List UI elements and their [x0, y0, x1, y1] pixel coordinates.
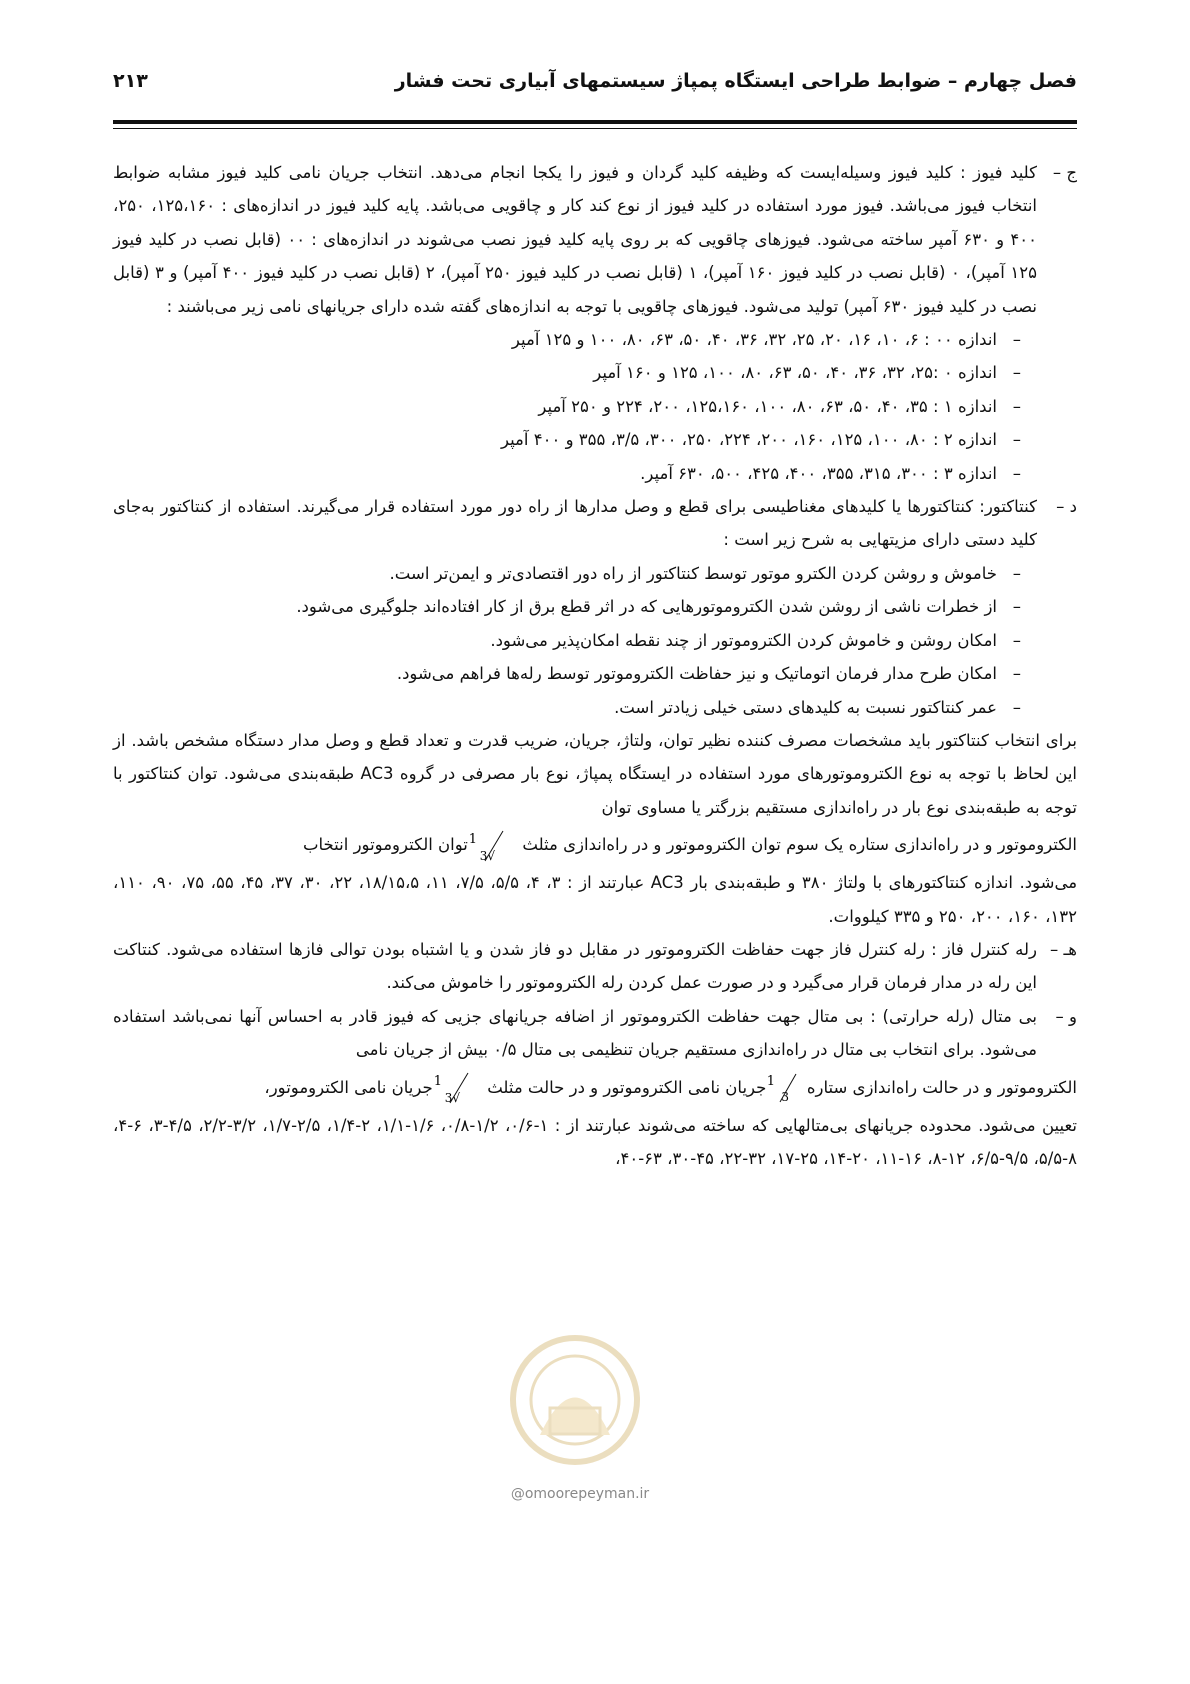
list-item: – از خطرات ناشی از روشن شدن الکتروموتورهایی که در اثر قطع برق از کار افتاده‌اند جلوگیری می‌شود.	[296, 597, 1021, 617]
contactor-advantages-list	[113, 557, 1037, 724]
contactor-selection-paragraph: برای انتخاب کنتاکتور باید مشخصات مصرف کننده نظیر توان، ولتاژ، جریان، ضریب قدرت و تعداد قطع و وصل مدار دستگاه مشخص باشد. از این لحاظ با توجه به نوع الکتروموتورهای مورد استفاده در ایستگاه پمپاژ، نوع بار مصرفی در گروه AC3 طبقه‌بندی می‌شود. توان کنتاکتور با توجه به طبقه‌بندی نوع بار در راه‌اندازی مستقیم بزرگتر یا مساوی توان	[113, 730, 1078, 817]
svg-text:√3: √3	[444, 1091, 460, 1106]
watermark-logo	[480, 1330, 670, 1480]
section-label: هـ –	[1049, 939, 1077, 959]
fuse-sizes-list	[113, 323, 1037, 490]
section-bimetal	[113, 1000, 1077, 1067]
list-item: – خاموش و روشن کردن الکترو موتور توسط کنتاکتور از راه دور اقتصادی‌تر و ایمن‌تر است.	[389, 563, 1021, 583]
contactor-intro: کنتاکتور: کنتاکتورها یا کلیدهای مغناطیسی برای قطع و وصل مدارها از راه دور مورد استفاده قرار می‌گیرند. استفاده از کنتاکتور به‌جای کلید دستی دارای مزیتهایی به شرح زیر است :	[113, 497, 1037, 550]
section-phase-control-relay	[113, 933, 1077, 1000]
page-number: ۲۱۳	[113, 70, 148, 92]
bimetal-paragraph: بی متال (رله حرارتی) : بی متال جهت حفاظت الکتروموتور از اضافه جریانهای جزیی که فیوز قادر به احساس آنها نمی‌باشد استفاده می‌شود. برای انتخاب بی متال در راه‌اندازی مستقیم جریان تنظیمی بی متال ۰/۵ بیش از جریان نامی	[113, 1006, 1037, 1060]
running-header-title: فصل چهارم – ضوابط طراحی ایستگاه پمپاژ سیستمهای آبیاری تحت فشار	[394, 70, 1077, 92]
section-label: ج –	[1052, 163, 1077, 182]
fraction-one-over-sqrt3	[433, 1071, 482, 1106]
section-fuse-switch	[113, 156, 1077, 490]
watermark-text: @omoorepeyman.ir	[510, 1486, 650, 1502]
svg-text:1: 1	[433, 1074, 442, 1090]
svg-text:3: 3	[780, 1090, 789, 1105]
phase-relay-paragraph: رله کنترل فاز : رله کنترل فاز جهت حفاظت الکتروموتور در مقابل دو فاز شدن و یا اشتباه بودن توالی فازها استفاده می‌شود. کنتاکت این رله در مدار فرمان قرار می‌گیرد و در صورت عمل کردن رله الکتروموتور را خاموش می‌کند.	[113, 939, 1037, 993]
header-rule-thin	[113, 128, 1077, 129]
contactor-formula-line: الکتروموتور و در راه‌اندازی ستاره یک سوم توان الکتروموتور و در راه‌اندازی مثلث 1 √3 توان الکتروموتور انتخاب	[113, 824, 1077, 866]
contactor-sizes-paragraph: می‌شود. اندازه کنتاکتورهای با ولتاژ ۳۸۰ و طبقه‌بندی بار AC3 عبارتند از : ۳، ۴، ۵/۵، ۷/۵، ۱۱، ۱۸/۱۵،۵، ۲۲، ۳۰، ۳۷، ۴۵، ۵۵، ۷۵، ۹۰، ۱۱۰، ۱۳۲، ۱۶۰، ۲۰۰، ۲۵۰ و ۳۳۵ کیلووات.	[113, 873, 1078, 926]
svg-text:√3: √3	[479, 848, 496, 863]
fraction-one-over-sqrt3	[468, 829, 517, 863]
list-item: – اندازه ۳ : ۳۰۰، ۳۱۵، ۳۵۵، ۴۰۰، ۴۲۵، ۵۰۰، ۶۳۰ آمپر.	[640, 463, 1021, 483]
list-item: – اندازه ۰۰ : ۶، ۱۰، ۱۶، ۲۰، ۲۵، ۳۲، ۳۶، ۴۰، ۵۰، ۶۳، ۸۰، ۱۰۰ و ۱۲۵ آمپر	[511, 330, 1021, 350]
fraction-one-over-three	[766, 1071, 802, 1105]
bimetal-ranges-paragraph: تعیین می‌شود. محدوده جریانهای بی‌متالهایی که ساخته می‌شوند عبارتند از : ۱-۰/۶، ۱/۲-۰/۸، ۱/۶-۱/۱، ۲-۱/۴، ۲/۵-۱/۷، ۳/۲-۲/۲، ۴/۵-۳، ۶-۴، ۸-۵/۵، ۹/۵-۶/۵، ۱۲-۸، ۱۶-۱۱، ۲۰-۱۴، ۲۵-۱۷، ۳۲-۲۲، ۴۵-۳۰، ۶۳-۴۰،	[113, 1115, 1078, 1168]
fuse-switch-paragraph: کلید فیوز : کلید فیوز وسیله‌ایست که وظیفه کلید گردان و فیوز را یکجا انجام می‌دهد. انتخاب جریان نامی کلید فیوز مشابه ضوابط انتخاب فیوز می‌باشد. فیوز مورد استفاده در کلید فیوز از نوع کند کار و چاقویی می‌باشد. پایه کلید فیوز در اندازه‌های : ۱۲۵،۱۶۰، ۲۵۰، ۴۰۰ و ۶۳۰ آمپر ساخته می‌شود. فیوزهای چاقویی که بر روی پایه کلید فیوز نصب می‌شوند در اندازه‌های : ۰۰ (قابل نصب در کلید فیوز ۱۲۵ آمپر)، ۰ (قابل نصب در کلید فیوز ۱۶۰ آمپر)، ۱ (قابل نصب در کلید فیوز ۲۵۰ آمپر)، ۲ (قابل نصب در کلید فیوز ۴۰۰ آمپر) و ۳ (قابل نصب در کلید فیوز ۶۳۰ آمپر) تولید می‌شود. فیوزهای چاقویی با توجه به اندازه‌های گفته شده دارای جریانهای نامی زیر می‌باشند :	[113, 163, 1037, 316]
section-contactor	[113, 490, 1077, 724]
svg-text:1: 1	[766, 1074, 775, 1090]
section-label: و –	[1055, 1006, 1077, 1026]
list-item: – عمر کنتاکتور نسبت به کلیدهای دستی خیلی زیادتر است.	[614, 697, 1021, 717]
svg-text:1: 1	[468, 831, 478, 847]
body-text	[113, 156, 1077, 1175]
list-item: – اندازه ۲ : ۸۰، ۱۰۰، ۱۲۵، ۱۶۰، ۲۰۰، ۲۲۴، ۲۵۰، ۳۰۰، ۳/۵، ۳۵۵ و ۴۰۰ آمپر	[500, 430, 1021, 450]
list-item: – اندازه ۰ :۲۵، ۳۲، ۳۶، ۴۰، ۵۰، ۶۳، ۸۰، ۱۰۰، ۱۲۵ و ۱۶۰ آمپر	[593, 363, 1021, 383]
list-item: – امکان روشن و خاموش کردن الکتروموتور از چند نقطه امکان‌پذیر می‌شود.	[490, 630, 1021, 650]
section-label: د –	[1056, 497, 1077, 517]
header-rule-thick	[113, 120, 1077, 124]
list-item: – امکان طرح مدار فرمان اتوماتیک و نیز حفاظت الکتروموتور توسط رله‌ها فراهم می‌شود.	[396, 664, 1021, 684]
list-item: – اندازه ۱ : ۳۵، ۴۰، ۵۰، ۶۳، ۸۰، ۱۰۰، ۱۲۵،۱۶۰، ۲۰۰، ۲۲۴ و ۲۵۰ آمپر	[538, 396, 1021, 416]
bimetal-formula-line: الکتروموتور و در حالت راه‌اندازی ستاره 1 3 جریان نامی الکتروموتور و در حالت مثلث 1 √3 جریان نامی الکتروموتور،	[113, 1067, 1077, 1109]
